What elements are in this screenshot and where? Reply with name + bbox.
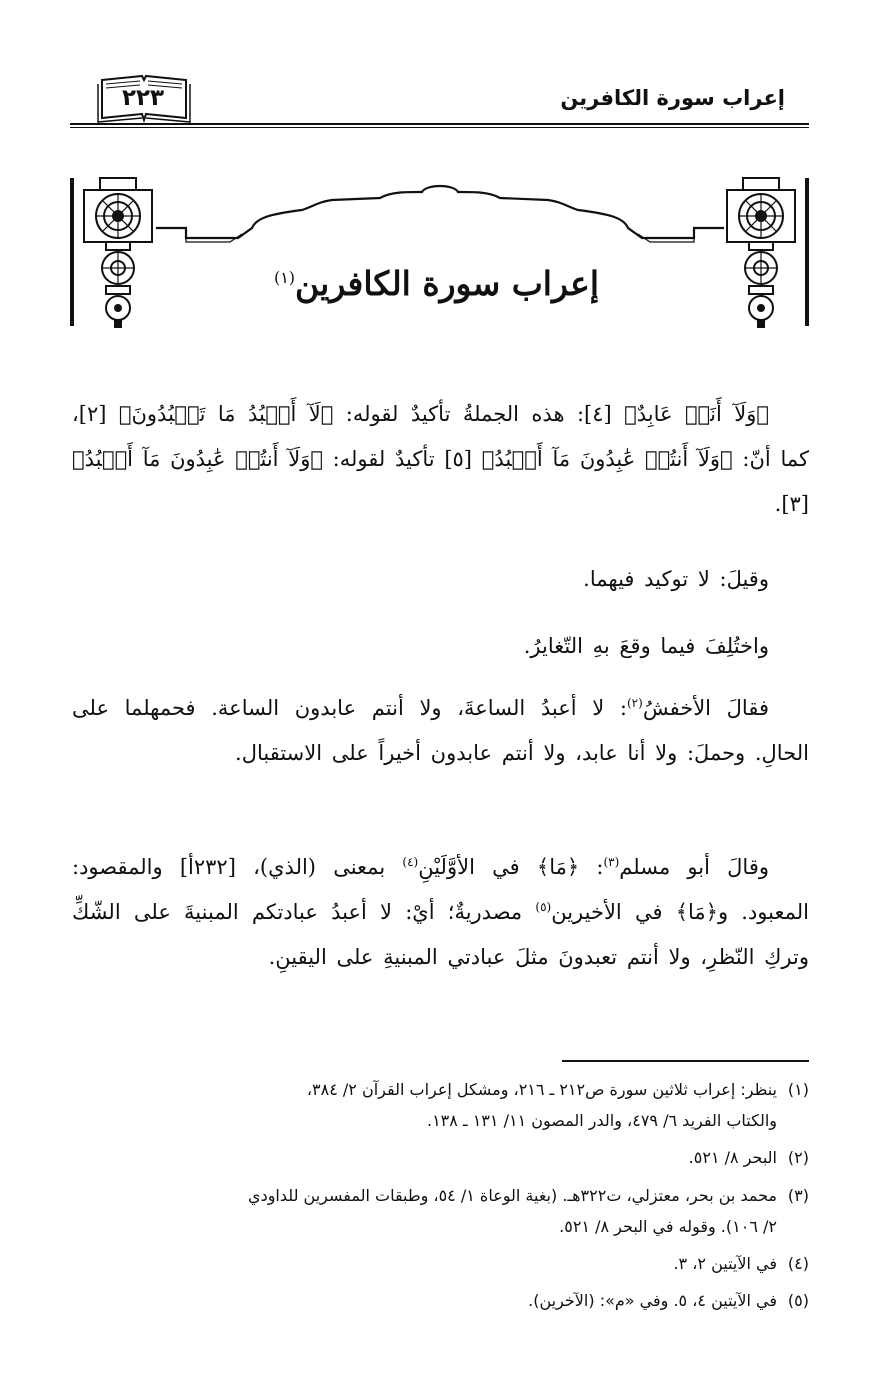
paragraph-1-text: ﴿وَلَآ أَنَا۠ عَابِدٌ﴾ [٤]: هذه الجملةُ تأكيدٌ لقوله: ﴿لَآ أَعۡبُدُ مَا تَعۡبُدُونَ﴾ [٢]، كما أنّ: ﴿وَلَآ أَنتُمۡ عَٰبِدُونَ مَآ أَعۡبُدُ﴾ [٥] تأكيدٌ لقوله: ﴿وَلَآ أَنتُمۡ عَٰبِدُونَ مَآ أَعۡبُدُ﴾ [٣]. [72, 402, 809, 516]
footnote-ref-1: (١) [273, 268, 296, 287]
footnote-ref-2: (٢) [626, 696, 643, 710]
footnote-text: في الآيتين ٢، ٣. [673, 1254, 777, 1273]
footnote-text: ينظر: إعراب ثلاثين سورة ص٢١٢ ـ ٢١٦، ومشكل إعراب القرآن ٢/ ٣٨٤، [306, 1080, 777, 1099]
footnote-ref-3: (٣) [603, 855, 620, 869]
footnote-number: (٣) [787, 1186, 809, 1205]
footnote-5 [72, 1285, 809, 1316]
chapter-ornament-frame [70, 172, 809, 334]
paragraph-3 [72, 624, 809, 669]
footnote-text: محمد بن بحر، معتزلي، ت٣٢٢هـ. (بغية الوعاة ١/ ٥٤، وطبقات المفسرين للداودي [248, 1186, 777, 1205]
chapter-title-text: إعراب سورة الكافرين [295, 264, 600, 303]
paragraph-5-text-d: مصدريةٌ؛ أيْ: لا أعبدُ عبادتكم المبنيةَ على الشّكِّ وتركِ النّظرِ، ولا أنتم تعبدونَ مثلَ عبادتي المبنيةِ على اليقينِ. [72, 900, 809, 969]
paragraph-2 [72, 557, 809, 602]
header-rule [70, 123, 809, 125]
footnote-text: في الآيتين ٤، ٥. وفي «م»: (الآخرين). [528, 1291, 777, 1310]
footnote-number: (٥) [787, 1291, 809, 1310]
paragraph-5 [72, 845, 809, 980]
paragraph-4-text-b: : لا أعبدُ الساعةَ، ولا أنتم عابدون الساعة. فحمهلما على الحالِ. وحملَ: ولا أنا عابد، ولا أنتم عابدون أخيراً على الاستقبال. [72, 696, 809, 765]
footnote-3 [72, 1180, 809, 1242]
paragraph-5-text-c: بمعنى (الذي)، [٢٣٢أ] والمقصود: المعبود. و﴿مَا﴾ في الأخيرين [72, 855, 810, 924]
paragraph-3-text: واختُلِفَ فيما وقعَ بهِ التّغايرُ. [523, 634, 769, 658]
footnote-number: (١) [787, 1080, 809, 1099]
chapter-title [200, 264, 673, 303]
right-rosette-icon [727, 178, 795, 328]
page-number: ٢٢٣ [121, 85, 165, 111]
footnote-4 [72, 1248, 809, 1279]
footnote-1 [72, 1074, 809, 1136]
footnote-text-cont: والكتاب الفريد ٦/ ٤٧٩، والدر المصون ١١/ ١٣١ ـ ١٣٨. [426, 1111, 777, 1130]
footnote-text-cont: ٢/ ١٠٦). وقوله في البحر ٨/ ٥٢١. [559, 1217, 777, 1236]
paragraph-4-text-a: فقالَ الأخفشُ [642, 696, 769, 720]
paragraph-5-text-b: : ﴿مَا﴾ في الأوَّلَيْنِ [418, 855, 604, 879]
footnote-number: (٤) [787, 1254, 809, 1273]
paragraph-1 [72, 392, 809, 527]
footnote-ref-5: (٥) [535, 900, 552, 914]
footnote-text: البحر ٨/ ٥٢١. [688, 1148, 777, 1167]
paragraph-4 [72, 686, 809, 776]
footnote-2 [72, 1142, 809, 1173]
footnote-number: (٢) [787, 1148, 809, 1167]
footnote-separator [562, 1060, 809, 1062]
running-title: إعراب سورة الكافرين [560, 86, 785, 110]
paragraph-5-text-a: وقالَ أبو مسلم [619, 855, 769, 879]
paragraph-2-text: وقيلَ: لا توكيد فيهما. [583, 567, 769, 591]
footnote-ref-4: (٤) [402, 855, 419, 869]
left-rosette-icon [84, 178, 152, 328]
header-rule-thin [70, 127, 809, 128]
